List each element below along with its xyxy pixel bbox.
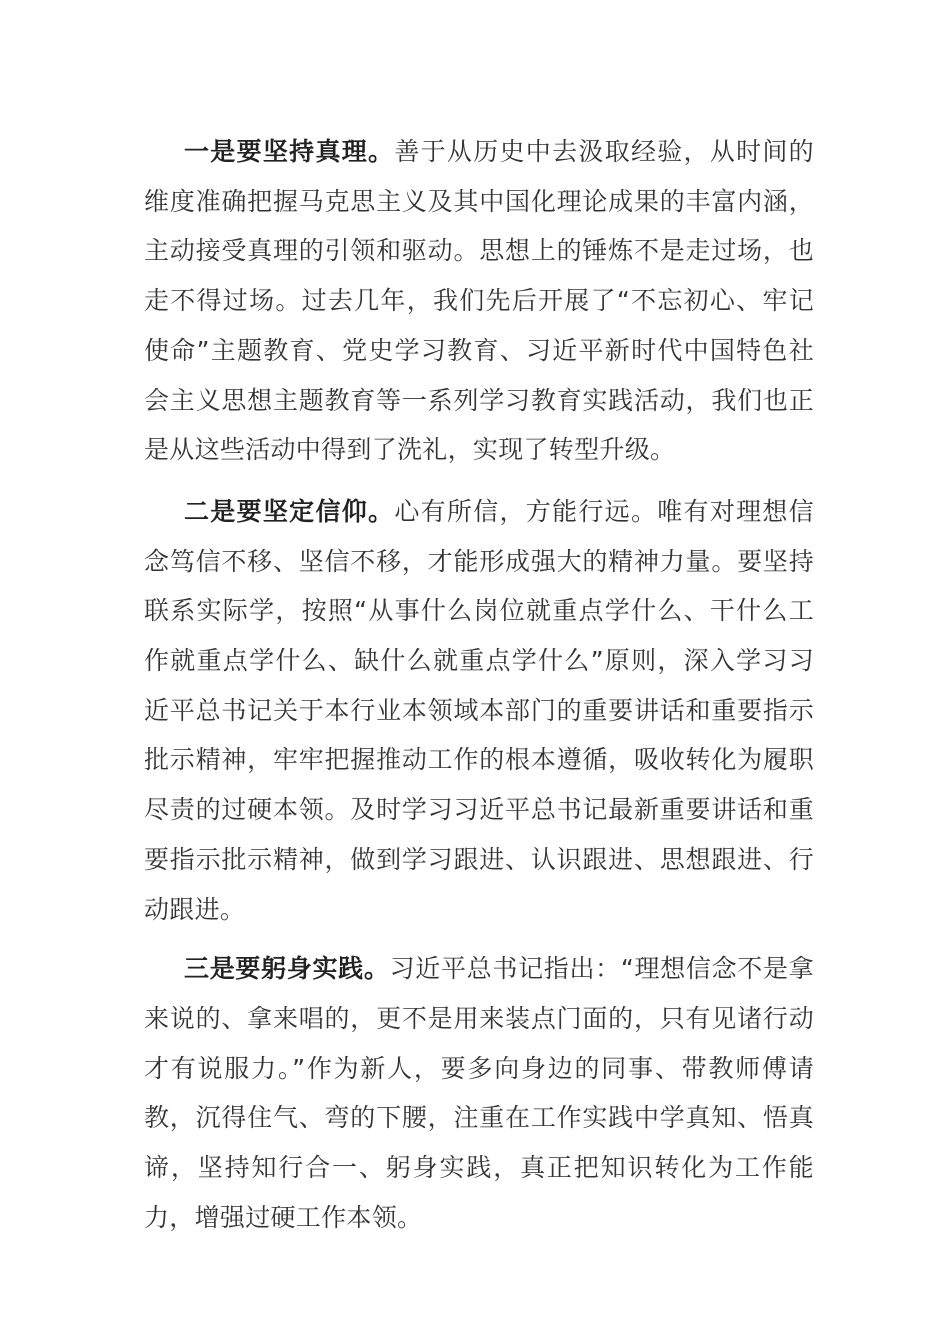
paragraph-3 (144, 944, 814, 1242)
paragraph-1-lead: 一是要坚持真理。 (184, 137, 395, 166)
paragraph-3-text: 习近平总书记指出：“理想信念不是拿来说的、拿来唱的，更不是用来装点门面的，只有见诸行动才有说服力。”作为新人，要多向身边的同事、带教师傅请教，沉得住气、弯的下腰，注重在工作实践中学真知、悟真谛，坚持知行合一、躬身实践，真正把知识转化为工作能力，增强过硬工作本领。 (144, 954, 814, 1232)
paragraph-1-text: 善于从历史中去汲取经验，从时间的维度准确把握马克思主义及其中国化理论成果的丰富内涵，主动接受真理的引领和驱动。思想上的锤炼不是走过场，也走不得过场。过去几年，我们先后开展了“不忘初心、牢记使命”主题教育、党史学习教育、习近平新时代中国特色社会主义思想主题教育等一系列学习教育实践活动，我们也正是从这些活动中得到了洗礼，实现了转型升级。 (144, 137, 814, 465)
document-body (144, 127, 814, 1254)
paragraph-2-lead: 二是要坚定信仰。 (184, 496, 395, 526)
paragraph-2 (144, 487, 814, 934)
paragraph-2-text: 心有所信，方能行远。唯有对理想信念笃信不移、坚信不移，才能形成强大的精神力量。要坚持联系实际学，按照“从事什么岗位就重点学什么、干什么工作就重点学什么、缺什么就重点学什么”原则，深入学习习近平总书记关于本行业本领域本部门的重要讲话和重要指示批示精神，牢牢把握推动工作的根本遵循，吸收转化为履职尽责的过硬本领。及时学习习近平总书记最新重要讲话和重要指示批示精神，做到学习跟进、认识跟进、思想跟进、行动跟进。 (144, 496, 814, 924)
paragraph-3-lead: 三是要躬身实践。 (184, 954, 390, 984)
paragraph-1 (144, 127, 814, 475)
